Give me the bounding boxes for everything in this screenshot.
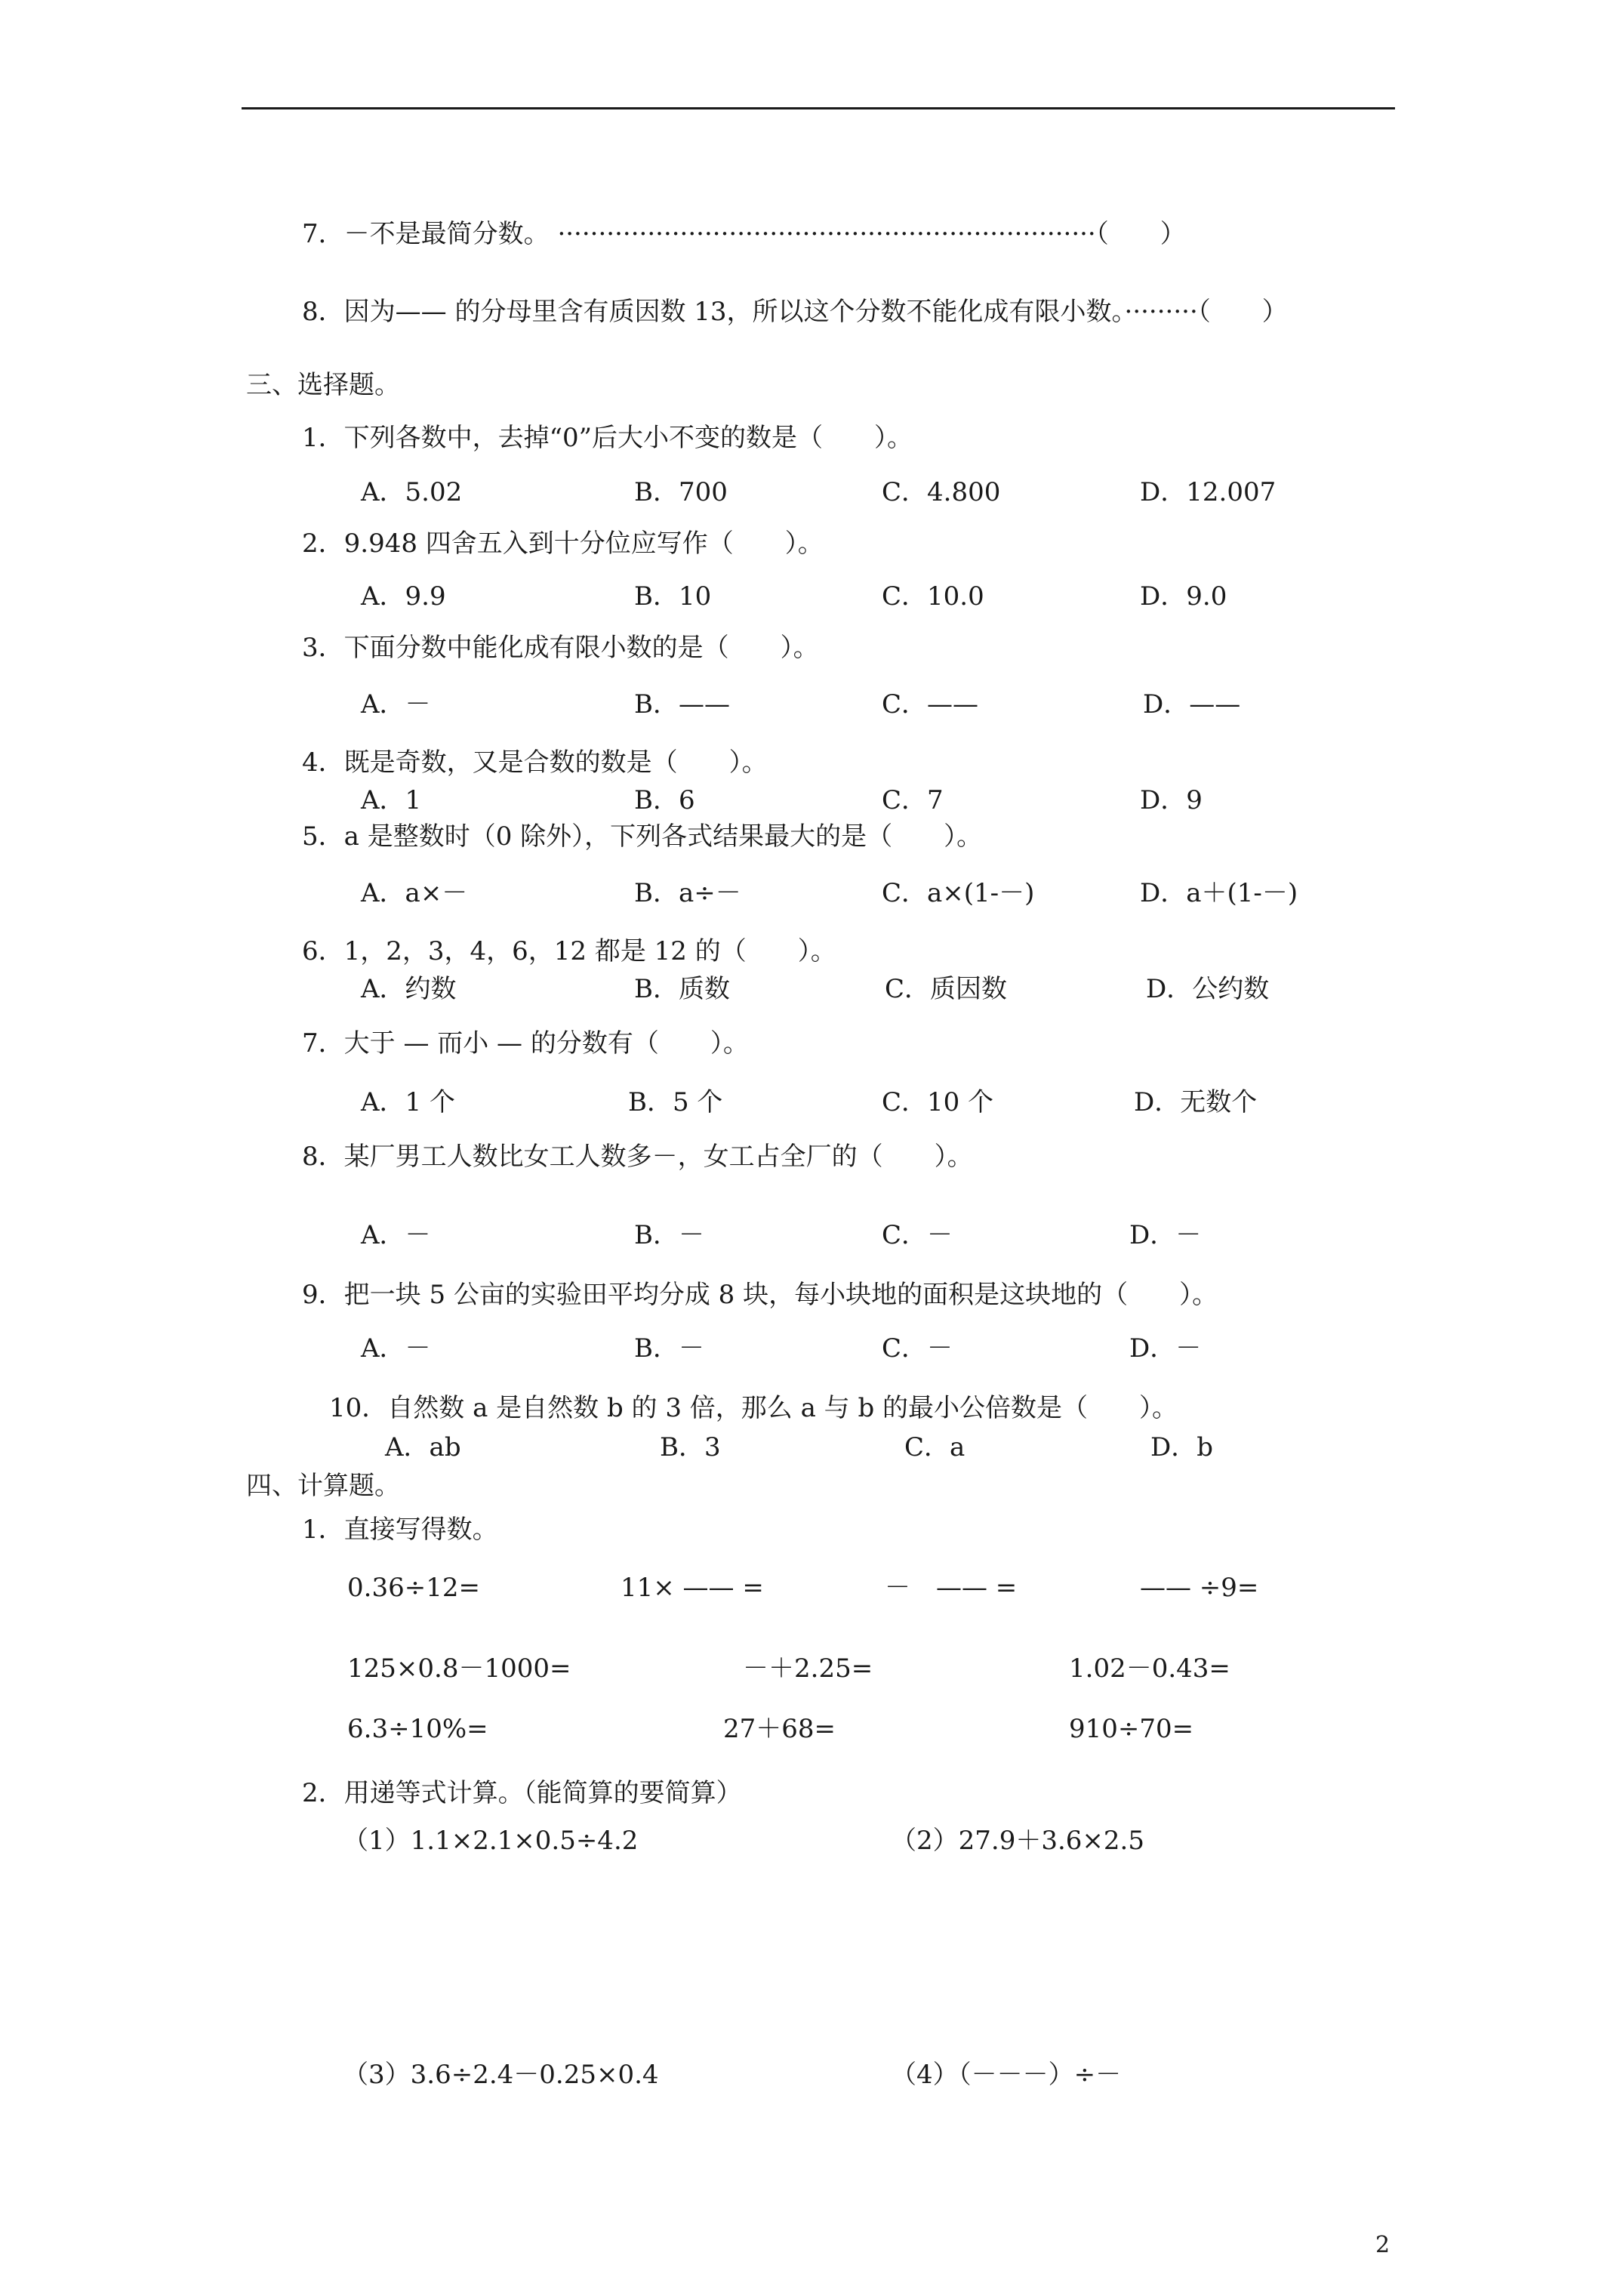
question-stem: 9．把一块 5 公亩的实验田平均分成 8 块，每小块地的面积是这块地的（ ）。: [302, 1280, 1218, 1310]
option-d: D．－: [1129, 1333, 1202, 1364]
direct-problem: 1.02－0.43=: [1069, 1653, 1230, 1684]
direct-problem: 910÷70=: [1069, 1714, 1194, 1744]
question-stem: 3．下面分数中能化成有限小数的是（ ）。: [302, 633, 819, 663]
question-stem: 10．自然数 a 是自然数 b 的 3 倍，那么 a 与 b 的最小公倍数是（ ）。: [329, 1393, 1178, 1423]
option-c: C．－: [882, 1220, 953, 1250]
option-a: A．1 个: [361, 1087, 455, 1117]
option-d: D．公约数: [1146, 974, 1270, 1004]
option-c: C．质因数: [885, 974, 1008, 1004]
option-b: B．700: [634, 477, 728, 507]
option-d: D．——: [1143, 689, 1241, 720]
direct-problem: —— ÷9=: [1140, 1573, 1259, 1603]
judgement-item-8: 8．因为—— 的分母里含有质因数 13，所以这个分数不能化成有限小数。·········（ ）: [302, 297, 1288, 327]
option-a: A．5.02: [361, 477, 463, 507]
subsection-stepwise: 2．用递等式计算。（能简算的要简算）: [302, 1778, 742, 1808]
option-c: C．7: [882, 785, 944, 815]
option-a: A．9.9: [361, 581, 446, 612]
direct-problem: 6.3÷10%=: [347, 1714, 488, 1744]
option-b: B．6: [634, 785, 695, 815]
direct-problem: －＋2.25=: [743, 1653, 873, 1684]
option-a: A．－: [361, 1333, 431, 1364]
option-d: D．b: [1150, 1432, 1214, 1462]
option-a: A．ab: [385, 1432, 461, 1462]
question-stem: 1．下列各数中，去掉“0”后大小不变的数是（ ）。: [302, 423, 913, 453]
direct-problem: － —— =: [885, 1573, 1018, 1603]
direct-problem: 27＋68=: [723, 1714, 836, 1744]
option-b: B．5 个: [628, 1087, 723, 1117]
page-number: 2: [1375, 2232, 1390, 2258]
option-a: A．a×－: [361, 878, 468, 908]
option-a: A．－: [361, 1220, 431, 1250]
option-c: C．4.800: [882, 477, 1001, 507]
option-d: D．12.007: [1140, 477, 1277, 507]
option-c: C．10.0: [882, 581, 984, 612]
judgement-item-7: 7．－不是最简分数。 ··································································（ ）: [302, 219, 1186, 249]
direct-problem: 125×0.8－1000=: [347, 1653, 571, 1684]
calc-problem-1: （1）1.1×2.1×0.5÷4.2: [343, 1826, 639, 1856]
option-c: C．——: [882, 689, 979, 720]
option-b: B．——: [634, 689, 730, 720]
option-d: D．9.0: [1140, 581, 1227, 612]
question-stem: 5．a 是整数时（0 除外），下列各式结果最大的是（ ）。: [302, 821, 983, 852]
option-b: B．－: [634, 1220, 704, 1250]
question-stem: 7．大于 — 而小 — 的分数有（ ）。: [302, 1028, 749, 1059]
option-d: D．无数个: [1134, 1087, 1258, 1117]
option-a: A．－: [361, 689, 431, 720]
option-b: B．10: [634, 581, 712, 612]
header-rule: [242, 107, 1395, 109]
subsection-direct: 1．直接写得数。: [302, 1515, 498, 1545]
section-title-calc: 四、计算题。: [246, 1471, 400, 1501]
option-b: B．3: [660, 1432, 721, 1462]
section-title-choice: 三、选择题。: [246, 370, 400, 400]
question-stem: 2．9.948 四舍五入到十分位应写作（ ）。: [302, 529, 824, 559]
calc-problem-2: （2）27.9＋3.6×2.5: [891, 1826, 1144, 1856]
option-c: C．－: [882, 1333, 953, 1364]
option-b: B．a÷－: [634, 878, 741, 908]
direct-problem: 0.36÷12=: [347, 1573, 480, 1603]
option-c: C．a: [904, 1432, 965, 1462]
option-a: A．约数: [361, 974, 457, 1004]
calc-problem-4: （4）（－－－）÷－: [891, 2060, 1122, 2090]
option-d: D．9: [1140, 785, 1203, 815]
question-stem: 8．某厂男工人数比女工人数多－，女工占全厂的（ ）。: [302, 1142, 973, 1172]
question-stem: 4．既是奇数，又是合数的数是（ ）。: [302, 747, 768, 778]
option-b: B．－: [634, 1333, 704, 1364]
option-d: D．－: [1129, 1220, 1202, 1250]
option-d: D．a＋(1-－): [1140, 878, 1298, 908]
direct-problem: 11× —— =: [621, 1573, 764, 1603]
question-stem: 6．1，2，3，4，6，12 都是 12 的（ ）。: [302, 936, 836, 966]
option-c: C．10 个: [882, 1087, 994, 1117]
calc-problem-3: （3）3.6÷2.4－0.25×0.4: [343, 2060, 659, 2090]
option-b: B．质数: [634, 974, 730, 1004]
option-a: A．1: [361, 785, 422, 815]
option-c: C．a×(1-－): [882, 878, 1035, 908]
